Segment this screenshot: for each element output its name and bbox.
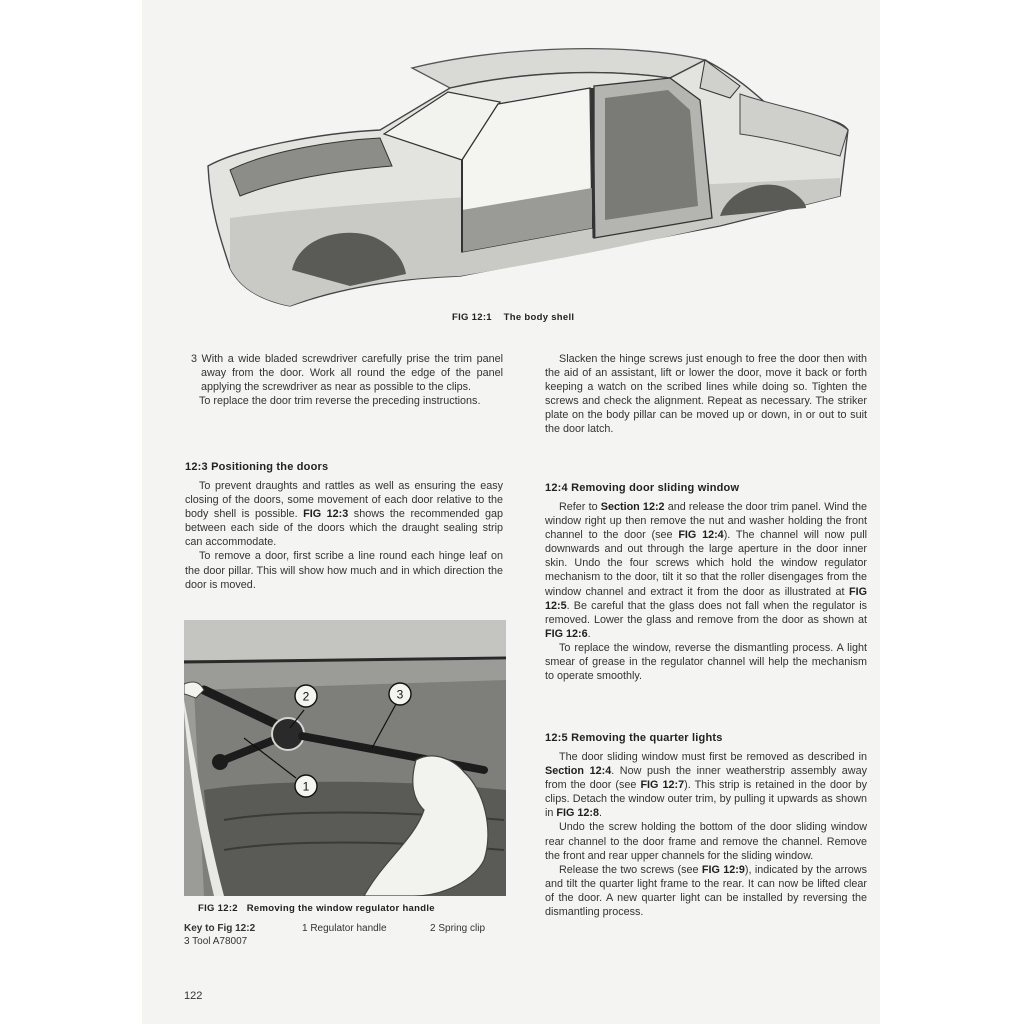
callout-1: 1: [302, 779, 310, 794]
left-paragraph-4: To remove a door, first scribe a line round each hinge leaf on the door pillar. This will show how much and in which direction the door is moved.: [185, 550, 503, 591]
text-run: The door sliding window must first be removed as described in: [559, 751, 867, 763]
text-run: ), indicated by the arrows and tilt the quarter light frame to the rear. It can now be lifted clear of the door. A new quarter light can be installed by reversing the dismantling process.: [545, 863, 867, 919]
text-run: . Be careful that the glass does not fall when the regulator is removed. Lower the glass and remove from the door as shown at: [545, 599, 867, 626]
right-column-section-12-5: [545, 732, 867, 919]
text-run: Release the two screws (see: [559, 863, 702, 876]
fig2-key-row: [184, 923, 508, 936]
figure-reference: FIG 12:6: [545, 627, 588, 640]
left-paragraph-1: 3 With a wide bladed screwdriver carefully prise the trim panel away from the door. Work all round the edge of the panel applying the screwdriver as near as possible to the clips.: [191, 353, 503, 394]
body-shell-illustration: [200, 38, 852, 308]
figure-reference: FIG 12:7: [640, 779, 685, 792]
fig2-caption-label: FIG 12:2: [198, 903, 238, 914]
text-run: . Now push the inner weatherstrip assembly away from the door (see: [545, 765, 867, 792]
left-column-section-12-3: [185, 461, 503, 592]
section-heading-12-5: 12:5 Removing the quarter lights: [545, 732, 723, 744]
fig2-key-item-2: 2 Spring clip: [430, 923, 486, 934]
right-paragraph-2: [545, 500, 867, 641]
figure-reference: FIG 12:5: [545, 585, 867, 612]
section-reference: Section 12:2: [600, 501, 665, 513]
text-run: ). The channel will now pull downwards and out through the large aperture in the door inner skin. Undo the four screws which hold the window regulator mechanism to the door, tilt it so that the roller disengages from the window channel and extract it from the door as illustrated at: [545, 529, 867, 598]
fig2-caption-text: Removing the window regulator handle: [246, 903, 435, 914]
section-reference: Section 12:4: [545, 765, 612, 778]
figure-reference: FIG 12:4: [678, 529, 724, 542]
window-regulator-photo: [184, 620, 506, 896]
fig2-key-item-3: 3 Tool A78007: [184, 935, 248, 947]
right-paragraph-6: [545, 863, 867, 919]
callout-3: 3: [396, 687, 404, 702]
right-paragraph-1: Slacken the hinge screws just enough to free the door then with the aid of an assistant, lift or lower the door, move it back or forth keeping a watch on the scribed lines while doing so. Tighten the screws and check the alignment. Repeat as necessary. The striker plate on the body pillar can be moved up or down, in or out to suit the door latch.: [545, 353, 867, 436]
fig1-caption: [452, 312, 574, 323]
left-paragraph-3: [185, 479, 503, 549]
page-number: 122: [184, 990, 203, 1002]
left-paragraph-2: To replace the door trim reverse the preceding instructions.: [199, 395, 481, 408]
right-paragraph-4: [545, 750, 867, 820]
text-run: ). This strip is retained in the door by clips. Detach the window outer trim, by pulling it upwards as shown in: [545, 779, 868, 820]
section-heading-12-3: 12:3 Positioning the doors: [185, 461, 329, 473]
right-paragraph-5: Undo the screw holding the bottom of the door sliding window rear channel to the door frame and remove the channel. Remove the front and rear upper channels for the sliding window.: [545, 821, 867, 862]
fig2-key-label: Key to Fig 12:2: [184, 923, 256, 934]
text-run: .: [599, 807, 603, 820]
fig1-caption-label: FIG 12:1: [452, 312, 492, 323]
text-run: .: [587, 627, 591, 640]
fig2-caption: [198, 903, 435, 914]
figure-reference: FIG 12:9: [701, 863, 745, 876]
right-column: [545, 352, 867, 437]
right-paragraph-3: To replace the window, reverse the dismantling process. A light smear of grease in the regulator channel will help the mechanism to operate smoothly.: [545, 641, 867, 683]
callout-2: 2: [302, 689, 310, 704]
fig1-caption-text: The body shell: [503, 312, 575, 323]
left-column: [185, 352, 503, 408]
text-run: and release the door trim panel. Wind the window right up then remove the nut and washer holding the front channel to the door (see: [545, 501, 867, 542]
text-run: To prevent draughts and rattles as well as ensuring the easy closing of the doors, some movement of each door relative to the body shell is possible.: [185, 480, 503, 521]
right-column-section-12-4: [545, 482, 867, 683]
section-heading-12-4: 12:4 Removing door sliding window: [545, 482, 740, 494]
text-run: shows the recommended gap between each side of the doors which the draught sealing strip can accommodate.: [185, 508, 504, 549]
fig2-key-item-1: 1 Regulator handle: [302, 923, 387, 934]
text-run: Refer to: [559, 501, 601, 513]
figure-reference: FIG 12:3: [303, 508, 349, 521]
fig2-key: [184, 923, 508, 948]
figure-reference: FIG 12:8: [556, 807, 600, 820]
